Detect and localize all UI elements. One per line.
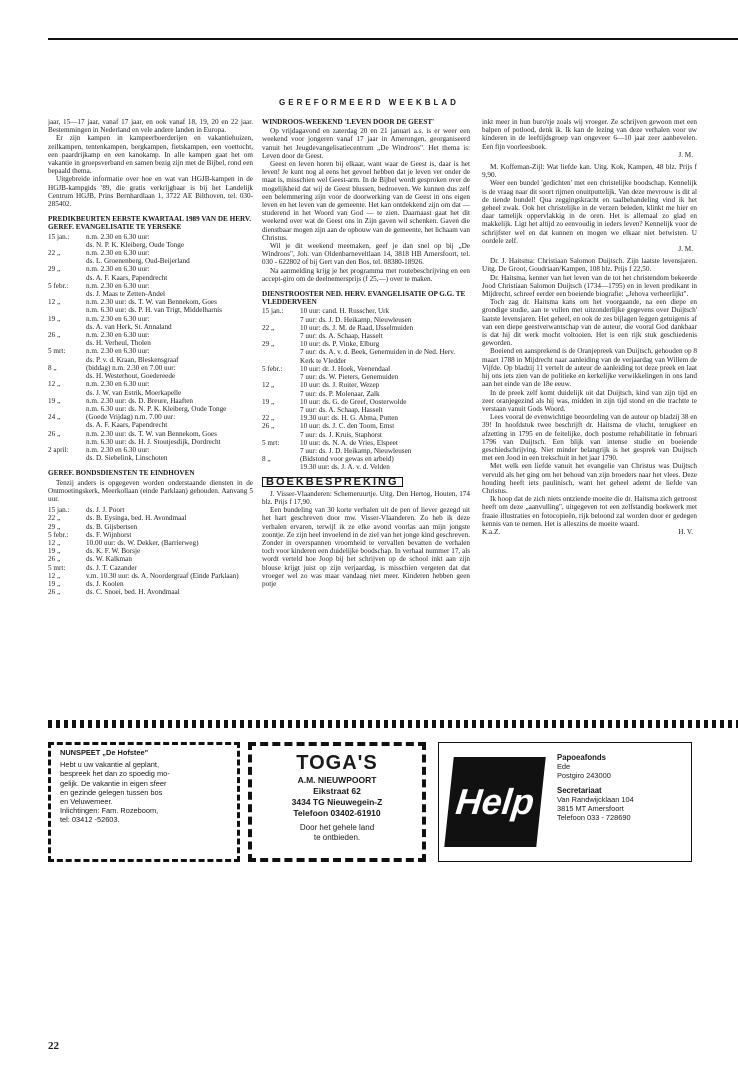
ad-line: en gezinde gelegen tussen bos: [60, 787, 163, 797]
schedule-row: [48, 572, 253, 580]
dienst-schedule: [262, 307, 470, 471]
ad-line: Ede: [557, 762, 571, 771]
schedule-date: 24 „: [48, 413, 61, 422]
ad-line: tel: 03412 -52603.: [60, 815, 120, 825]
section-heading-dienstrooster: DIENSTROOSTER NED. HERV. EVANGELISATIE OP G.G. TE VLEDDERVEEN: [262, 290, 466, 307]
schedule-entry: 10 uur: ds. G. de Greef, Oosterwolde: [300, 397, 407, 406]
schedule-entry: 10 uur: ds. N. A. de Vries, Elspeet: [300, 438, 398, 447]
schedule-row: [48, 306, 253, 314]
schedule-date: 8 „: [48, 363, 57, 372]
schedule-entry: n.m. 2.30 en 6.30 uur:: [86, 249, 150, 258]
paragraph: Geest en leven horen bij elkaar, want waar de Geest is, daar is het leven! Je kunt nog al eens het gevoel hebben dat je leven ver onder de maat is, misschien wel Geest-arm. In de Bijbel wordt gesproken over de mogelijkheid dat wij de Geest blussen, bedroeven. We kunnen dus zelf een belemmering zijn voor de doorwerking van de Geest in ons eigen leven en het leven van de gemeente. Het kan ontdekkend zijn om dat — studerend in het Woord van God — te zien. Daarnaast gaat het dit weekend over wat de Geest ons in Zijn gaven wil schenken. Gaven die dienstbaar mogen zijn aan de opbouw van de gemeente, het lichaam van Christus.: [262, 160, 470, 242]
schedule-date: [262, 390, 300, 398]
schedule-entry: 19.30 uur: ds. J. A. v. d. Velden: [300, 463, 390, 472]
ad-line: Eikstraat 62: [313, 786, 361, 796]
schedule-entry: n.m. 6.30 uur: ds. H. J. Stoutjesdijk, Dordrecht: [86, 437, 221, 446]
schedule-row: [48, 523, 253, 531]
schedule-date: [48, 405, 86, 413]
ad-line: Telefoon 033 - 728690: [557, 813, 631, 822]
schedule-entry: ds. D. Siebelink, Linschoten: [86, 454, 168, 463]
ad-footer: [248, 823, 426, 843]
schedule-row: [262, 307, 470, 315]
ad-help-papoeafonds: [438, 742, 692, 862]
schedule-row: [262, 340, 470, 348]
schedule-row: [48, 389, 253, 397]
schedule-row: [48, 413, 253, 421]
schedule-entry: n.m. 2.30 uur: ds. D. Breure, Haaften: [86, 396, 193, 405]
schedule-row: [48, 438, 253, 446]
schedule-entry: ds. J. W. van Estrik, Moerkapelle: [86, 388, 182, 397]
schedule-row: [48, 405, 253, 413]
schedule-row: [262, 463, 470, 471]
schedule-row: [262, 431, 470, 439]
schedule-entry: ds. H. Westerhout, Goedereede: [86, 372, 176, 381]
schedule-row: [262, 439, 470, 447]
help-logo: Help: [444, 757, 545, 847]
schedule-date: 5 febr.:: [262, 364, 283, 373]
schedule-date: 5 mrt:: [48, 563, 66, 572]
schedule-entry: ds. N. P. K. Kleiberg, Oude Tonge: [86, 240, 185, 249]
schedule-date: [48, 356, 86, 364]
ad-line: Van Randwijcklaan 104: [557, 795, 634, 804]
paragraph: Boeiend en aansprekend is de Oranjepreek van Duijtsch, gehouden op 8 maart 1788 in Mijdrecht naar aanleiding van de verjaardag van Willem de Vijfde. Op bladzij 11 vertelt de auteur de aanleiding tot deze preek en laat hij ons iets zien van de politieke en kerkelijke verwikkelingen in ons land aan het einde van de 18e eeuw.: [482, 347, 697, 389]
schedule-row: [48, 249, 253, 257]
ad-subtitle: Papoeafonds: [557, 753, 606, 762]
section-heading-windroos: WINDROOS-WEEKEND 'LEVEN DOOR DE GEEST': [262, 118, 435, 126]
schedule-date: [48, 438, 86, 446]
schedule-row: [48, 339, 253, 347]
schedule-date: 29 „: [48, 522, 61, 531]
paragraph: Weer een bundel 'gedichten' met een christelijke boodschap. Kennelijk is de vraag naar dit soort rijmen onuitputtelijk. Van deze mevrouw is dit al de tiende bundel! Qua zeggingskracht en taalbehandeling vind ik het geheel zwak. Ook het christelijke in de verzen beleden, klinkt me hier en daar tamelijk oppervlakkig in de oren. Het is allemaal zo glad en makkelijk. Ligt het altijd zo eenvoudig in ieders leven? Kennelijk voor de schrijfster wel en dat kunnen en mogen we elkaar niet betwisten. U oordele zelf.: [482, 179, 697, 245]
paragraph: Lees vooral de evenwichtige beoordeling van de auteur op bladzij 38 en 39! In hoofdstuk twee beschrijft dr. Haitsma de vlucht, terugkeer en afzetting in 1795 en de feitelijke, doch postume rehabilitatie in februari 1796 van Duijtsch. Een blijk van intense studie en boeiende geschiedschrijving. Niet minder belangrijk is het gesprek van Duijtsch met een Jood in een trekschuit in het jaar 1790.: [482, 413, 697, 463]
schedule-row: [262, 373, 470, 381]
schedule-entry: ds. J. T. Cazander: [86, 563, 137, 572]
schedule-row: [262, 390, 470, 398]
schedule-date: 19 „: [48, 314, 61, 323]
ad-togas: [248, 742, 426, 862]
schedule-date: [262, 373, 300, 381]
schedule-entry: 10.00 uur: ds. W. Dekker, (Barrierweg): [86, 538, 199, 547]
schedule-entry: 10 uur: dr. J. Hoek, Veenendaal: [300, 364, 391, 373]
schedule-row: [48, 380, 253, 388]
schedule-date: 22 „: [48, 514, 61, 523]
ad-line: 3434 TG Nieuwegein-Z: [291, 797, 383, 807]
schedule-entry: n.m. 2.30 en 6.30 uur:: [86, 347, 150, 356]
schedule-date: [262, 348, 300, 364]
schedule-row: [48, 323, 253, 331]
paragraph: Met welk een liefde vanuit het evangelie van Christus was Duijtsch vervuld als het ging om het behoud van zijn broeders naar het vlees. Deze houding heeft iets paulinisch, want het geheel ademt de liefde van Christus.: [482, 462, 697, 495]
ad-title: TOGA'S: [296, 752, 378, 774]
schedule-entry: (Bidstond voor gewas en arbeid): [300, 455, 394, 464]
schedule-entry: 7 uur: ds. J. D. Heikamp, Nieuwleusen: [300, 446, 412, 455]
schedule-entry: ds. J. Maas te Zetten-Andel: [86, 290, 166, 299]
ad-body: [248, 775, 426, 819]
schedule-date: 12 „: [48, 538, 61, 547]
schedule-entry: 7 uur: ds. J. D. Heikamp, Nieuwleusen: [300, 315, 412, 324]
schedule-row: [48, 430, 253, 438]
schedule-row: [262, 365, 470, 373]
section-heading-bondsdiensten: GEREF. BONDSDIENSTEN TE EINDHOVEN: [48, 469, 195, 478]
ad-line: Telefoon 03402-61910: [293, 808, 381, 818]
schedule-entry: ds. B. Eysinga, bed. H. Avondmaal: [86, 514, 187, 523]
schedule-date: 12 „: [262, 381, 275, 390]
schedule-entry: ds. J. Koolen: [86, 579, 124, 588]
schedule-entry: v.m. 10.30 uur: ds. A. Noordergraaf (Einde Parklaan): [86, 571, 239, 580]
schedule-date: [48, 306, 86, 314]
paragraph: Uitgebreide informatie over hoe en wat van HGJB-kampen in de HGJB-kampgids '89, die gratis verkrijgbaar is bij het Landelijk Centrum HGJB, Prins Bernhardlaan 1, 3722 AE Bilthoven, tel. 030-285402.: [48, 175, 253, 209]
schedule-row: [262, 332, 470, 340]
schedule-entry: 10 uur: ds. J. Ruiter, Wezep: [300, 381, 380, 390]
schedule-row: [262, 455, 470, 463]
schedule-entry: ds. F. Wijnhorst: [86, 530, 132, 539]
schedule-row: [262, 447, 470, 455]
schedule-entry: n.m. 2.30 en 6.30 uur:: [86, 265, 150, 274]
schedule-date: 22 „: [262, 414, 275, 423]
schedule-date: 5 febr.:: [48, 281, 69, 290]
schedule-entry: 7 uur: ds. J. Kruis, Staphorst: [300, 430, 382, 439]
schedule-row: [48, 347, 253, 355]
schedule-entry: ds. K. F. W. Borsje: [86, 547, 141, 556]
schedule-date: 5 mrt:: [262, 438, 280, 447]
schedule-row: [48, 257, 253, 265]
preaching-schedule: [48, 233, 253, 463]
ad-line: A.M. NIEUWPOORT: [297, 775, 377, 785]
schedule-date: [48, 290, 86, 298]
schedule-row: [48, 233, 253, 241]
schedule-entry: ds. C. Snoei, bed. H. Avondmaal: [86, 588, 180, 597]
schedule-row: [262, 406, 470, 414]
schedule-entry: ds. H. Verheul, Tholen: [86, 339, 151, 348]
schedule-row: [262, 348, 470, 364]
schedule-entry: ds. B. Gijsbertsen: [86, 522, 138, 531]
schedule-date: [262, 431, 300, 439]
schedule-date: 26 „: [262, 422, 275, 431]
schedule-date: [48, 274, 86, 282]
paragraph: In de preek zelf komt duidelijk uit dat Duijtsch, kind van zijn tijd en zeer oranjegezind als hij was, midden in zijn tijd stond en die trachtte te verstaan vanuit Gods Woord.: [482, 388, 697, 413]
ad-nunspeet: [48, 742, 240, 862]
schedule-date: 12 „: [48, 298, 61, 307]
schedule-entry: n.m. 2.30 en 6.30 uur:: [86, 314, 150, 323]
schedule-entry: ds. A. van Herk, St. Annaland: [86, 322, 172, 331]
schedule-entry: ds. J. J. Poort: [86, 506, 125, 515]
schedule-date: [48, 421, 86, 429]
schedule-entry: ds. A. F. Kaars, Papendrecht: [86, 273, 168, 282]
ad-line: te ontbieden.: [313, 833, 361, 842]
schedule-date: [48, 389, 86, 397]
schedule-entry: n.m. 2.30 en 6.30 uur:: [86, 331, 150, 340]
ad-body: [60, 760, 232, 824]
schedule-date: 19 „: [48, 547, 61, 556]
schedule-date: [262, 332, 300, 340]
schedule-date: [48, 454, 86, 462]
signature: K.a.Z.: [482, 527, 501, 536]
schedule-date: 26 „: [48, 588, 61, 597]
ad-line: Postgiro 243000: [557, 771, 611, 780]
intro-text: [48, 118, 253, 208]
paragraph: Wil je dit weekend meemaken, geef je dan snel op bij „De Windroos", Joh. van Oldenbarneveltlaan 14, 3818 HB Amersfoort, tel. 030 - 622802 of bij Gert van den Bos, tel. 08380-18926.: [262, 242, 470, 267]
schedule-date: 15 jan.:: [48, 506, 70, 515]
schedule-row: [48, 514, 253, 522]
signature: H. V.: [678, 527, 693, 536]
schedule-row: [48, 531, 253, 539]
schedule-row: [48, 315, 253, 323]
ad-line: 3815 MT Amersfoort: [557, 804, 624, 813]
schedule-row: [48, 555, 253, 563]
schedule-row: [262, 414, 470, 422]
schedule-date: 12 „: [48, 380, 61, 389]
ad-line: bespreek het dan zo spoedig mo-: [60, 769, 170, 779]
schedule-entry: 7 uur: ds. A. v. d. Beek, Genemuiden in de Ned. Herv. Kerk te Vledder: [300, 348, 456, 365]
schedule-entry: n.m. 2.30 uur: ds. T. W. van Bennekom, Goes: [86, 298, 217, 307]
schedule-row: [48, 290, 253, 298]
schedule-row: [48, 331, 253, 339]
schedule-row: [48, 588, 253, 596]
ad-line: en Veluwemeer.: [60, 797, 113, 807]
schedule-entry: n.m. 2.30 en 6.30 uur:: [86, 232, 150, 241]
schedule-entry: 19.30 uur: ds. H. G. Abma, Putten: [300, 414, 399, 423]
schedule-row: [48, 364, 253, 372]
schedule-date: 29 „: [48, 265, 61, 274]
schedule-entry: 7 uur: ds. P. Molenaar, Zalk: [300, 389, 380, 398]
schedule-entry: ds. P. v. d. Kraan, Bleskensgraaf: [86, 355, 179, 364]
schedule-row: [48, 564, 253, 572]
page-number: 22: [48, 1040, 59, 1052]
signature: J. M.: [678, 150, 693, 159]
schedule-row: [48, 454, 253, 462]
schedule-row: [48, 241, 253, 249]
schedule-entry: 7 uur: ds. W. Pieters, Genemuiden: [300, 373, 399, 382]
paragraph: inkt meer in hun buro'tje zoals wij vroeger. Ze schrijven gewoon met een balpen of potlood, denk ik. Ik kan de lezing van deze verhalen voor uw kinderen in de leeftijdsgroep van ongeveer 6—10 jaar zeer aanbevelen. Een fijn voorleesboek.: [482, 118, 697, 151]
schedule-row: [262, 422, 470, 430]
schedule-date: 5 febr.:: [48, 530, 69, 539]
separator-band: [48, 720, 738, 728]
schedule-row: [48, 580, 253, 588]
schedule-date: [262, 406, 300, 414]
schedule-date: [262, 463, 300, 471]
schedule-entry: n.m. 6.30 uur: ds. P. H. van Trigt, Middelharnis: [86, 306, 222, 315]
schedule-date: 26 „: [48, 331, 61, 340]
schedule-entry: (biddag) n.m. 2.30 en 7.00 uur:: [86, 363, 176, 372]
schedule-entry: n.m. 2.30 en 6.30 uur:: [86, 281, 150, 290]
schedule-entry: 10 uur: ds. J. M. de Raad, IJsselmuiden: [300, 323, 414, 332]
section-heading-predikbeurten: PREDIKBEURTEN EERSTE KWARTAAL 1989 VAN DE HERV. GEREF. EVANGELISATIE TE YERSEKE: [48, 215, 251, 232]
schedule-date: [48, 241, 86, 249]
signature: J. M.: [678, 245, 693, 254]
schedule-row: [48, 265, 253, 273]
book-title: Dr. J. Haitsma: Christiaan Salomon Duijtsch. Zijn laatste levensjaren. Uitg. De Groot, Goudriaan/Kampen, 108 blz. Prijs f 22,50.: [482, 257, 697, 274]
paragraph: jaar, 15—17 jaar, vanaf 17 jaar, en ook vanaf 18, 19, 20 en 22 jaar. Bestemmingen in Nederland en vele andere landen in Europa.: [48, 118, 253, 135]
schedule-date: 22 „: [262, 323, 275, 332]
schedule-row: [48, 397, 253, 405]
schedule-row: [48, 446, 253, 454]
schedule-row: [48, 274, 253, 282]
boekbespreking-heading: BOEKBESPREKING: [262, 477, 403, 487]
ad-line: gelijk. De vakantie in eigen sfeer: [60, 778, 167, 788]
ad-subtitle: Secretariaat: [557, 786, 602, 795]
paragraph: Op vrijdagavond en zaterdag 20 en 21 januari a.s. is er weer een weekend voor jongeren vanaf 17 jaar in Amerongen, georganiseerd vanuit het Jeugdevangelisatiecentrum „De Windroos". Het thema is: Leven door de Geest.: [262, 127, 470, 160]
schedule-date: 2 april:: [48, 445, 69, 454]
book-title: M. Koffeman-Zijl: Wat liefde kan. Uitg. Kok, Kampen, 48 blz. Prijs f 9,90.: [482, 163, 697, 180]
schedule-entry: 10 uur: cand. H. Russcher, Urk: [300, 307, 390, 316]
schedule-date: 29 „: [262, 340, 275, 349]
schedule-entry: ds. A. F. Kaars, Papendrecht: [86, 421, 168, 430]
schedule-date: 5 mrt:: [48, 347, 66, 356]
schedule-row: [262, 316, 470, 324]
schedule-entry: n.m. 2.30 uur: ds. T. W. van Bennekom, Goes: [86, 429, 217, 438]
schedule-date: [262, 447, 300, 455]
schedule-date: 26 „: [48, 555, 61, 564]
schedule-row: [48, 539, 253, 547]
book-title: J. Visser-Vlaanderen: Schemeruurtje. Uitg. Den Hertog, Houten, 174 blz. Prijs f 17,90.: [262, 489, 470, 506]
schedule-row: [262, 398, 470, 406]
paragraph: Er zijn kampen in kampeerboerderijen en vakantiehuizen, zeilkampen, tentenkampen, bergkampen, fietskampen, een voettocht, een paardrijkamp en een kanokamp. In alle kampen gaat het om vakantie in groepsverband en samen bezig zijn met de Bijbel, rond een bepaald thema.: [48, 134, 253, 176]
schedule-date: [48, 372, 86, 380]
schedule-entry: 10 uur: ds. P. Vinke, Elburg: [300, 340, 380, 349]
ad-line: Door het gehele land: [299, 823, 375, 832]
schedule-entry: 7 uur: ds. A. Schaap, Hasselt: [300, 332, 383, 341]
schedule-entry: ds. L. Groenenberg, Oud-Beijerland: [86, 257, 190, 266]
schedule-row: [48, 282, 253, 290]
paragraph: Ik hoop dat de zich niets ontziende moeite die dr. Haitsma zich getroost heeft om deze „aanvulling", uitgegeven tot een zelfstandig boekwerk met fraaie illustraties en fotocopieën, rijk beloond zal worden door er gedegen kennis van te nemen. Het is alleszins de moeite waard.: [482, 495, 697, 528]
schedule-entry: n.m. 2.30 en 6.30 uur:: [86, 445, 150, 454]
schedule-entry: ds. W. Kalkman: [86, 555, 132, 564]
paragraph: Dr. Haitsma, kenner van het leven van de tot het christendom bekeerde Jood Christiaan Salomon Duijtsch (1734—1795) en in leven predikant in Mijdrecht, schreef eerder een boeiende biografie: „Jehova verheerlijkt".: [482, 273, 697, 299]
ad-line: Hebt u uw vakantie al geplant,: [60, 760, 160, 770]
ad-title: NUNSPEET „De Hofstee": [60, 748, 149, 757]
schedule-date: [262, 316, 300, 324]
schedule-row: [262, 324, 470, 332]
paragraph: Na aanmelding krijg je het programma met routebeschrijving en een accept-giro om de deelnemersprijs (f 25,—) over te maken.: [262, 266, 470, 283]
schedule-date: 19 „: [262, 397, 275, 406]
schedule-entry: (Goede Vrijdag) n.m. 7.00 uur:: [86, 413, 176, 422]
schedule-row: [48, 421, 253, 429]
ad-line: Inlichtingen: Fam. Rozeboom,: [60, 806, 159, 816]
paragraph: Tenzij anders is opgegeven worden onderstaande diensten in de Ontmoetingskerk, Meerkollaan (einde Parklaan) gehouden. Aanvang 5 uur.: [48, 478, 253, 503]
schedule-date: 22 „: [48, 249, 61, 258]
schedule-entry: n.m. 2.30 en 6.30 uur:: [86, 380, 150, 389]
schedule-row: [262, 381, 470, 389]
schedule-entry: n.m. 6.30 uur: ds. N. P. K. Kleiberg, Oude Tonge: [86, 404, 227, 413]
column-2: [262, 118, 470, 753]
bond-schedule: [48, 506, 253, 596]
page-header: GEREFORMEERD WEEKBLAD: [279, 98, 459, 107]
top-rule: [48, 38, 738, 40]
schedule-row: [48, 372, 253, 380]
schedule-entry: 7 uur: ds. A. Schaap, Hasselt: [300, 405, 383, 414]
column-1: [48, 118, 253, 753]
schedule-date: 15 jan.:: [48, 232, 70, 241]
schedule-row: [48, 547, 253, 555]
signature-row: [482, 528, 693, 536]
paragraph: Toch zag dr. Haitsma kans om het voorgaande, na een diepe en grondige studie, aan te vullen met uitzonderlijke gegevens over Duijtsch' laatste levensjaren. Het geheel, en ook de zes bijlagen leggen getuigenis af van een diepe geestverwantschap van de auteur, die vooral God dankbaar is dat hij dit werk mocht voltooien. Het is een rijk stuk geschiedenis geworden.: [482, 298, 697, 348]
schedule-row: [48, 298, 253, 306]
schedule-row: [48, 356, 253, 364]
paragraph: Een bundeling van 30 korte verhalen uit de pen of liever gezegd uit het hart geschreven door mw. Visser-Vlaanderen. Zo heb ik deze verhalen ervaren, terwijl ik ze elke avond voorlas aan mijn jongste zoontje. Ze zijn heel invoelend in de ziel van het jonge kind geschreven. Zonder in overspannen vroomheid te vervallen bevatten de verhalen toch voor kinderen een duidelijke boodschap. In verhaal nummer 17, als wordt verteld hoe Joop bij het schrijven op de school inkt aan zijn blouse krijgt juist op zijn verjaardag, is misschien vergeten dat dat vroeger wel zo was maar vandaag niet meer. Kinderen hebben geen potje: [262, 506, 470, 588]
schedule-entry: 10 uur: ds. J. C. den Toom, Emst: [300, 422, 395, 431]
schedule-date: 26 „: [48, 429, 61, 438]
schedule-date: [48, 323, 86, 331]
schedule-date: 12 „: [48, 571, 61, 580]
schedule-row: [48, 506, 253, 514]
schedule-date: [48, 339, 86, 347]
help-info: [557, 753, 634, 822]
schedule-date: 15 jan.:: [262, 307, 284, 316]
schedule-date: 19 „: [48, 579, 61, 588]
schedule-date: 19 „: [48, 396, 61, 405]
column-3: [482, 118, 697, 753]
schedule-date: 8 „: [262, 455, 271, 464]
schedule-date: [48, 257, 86, 265]
